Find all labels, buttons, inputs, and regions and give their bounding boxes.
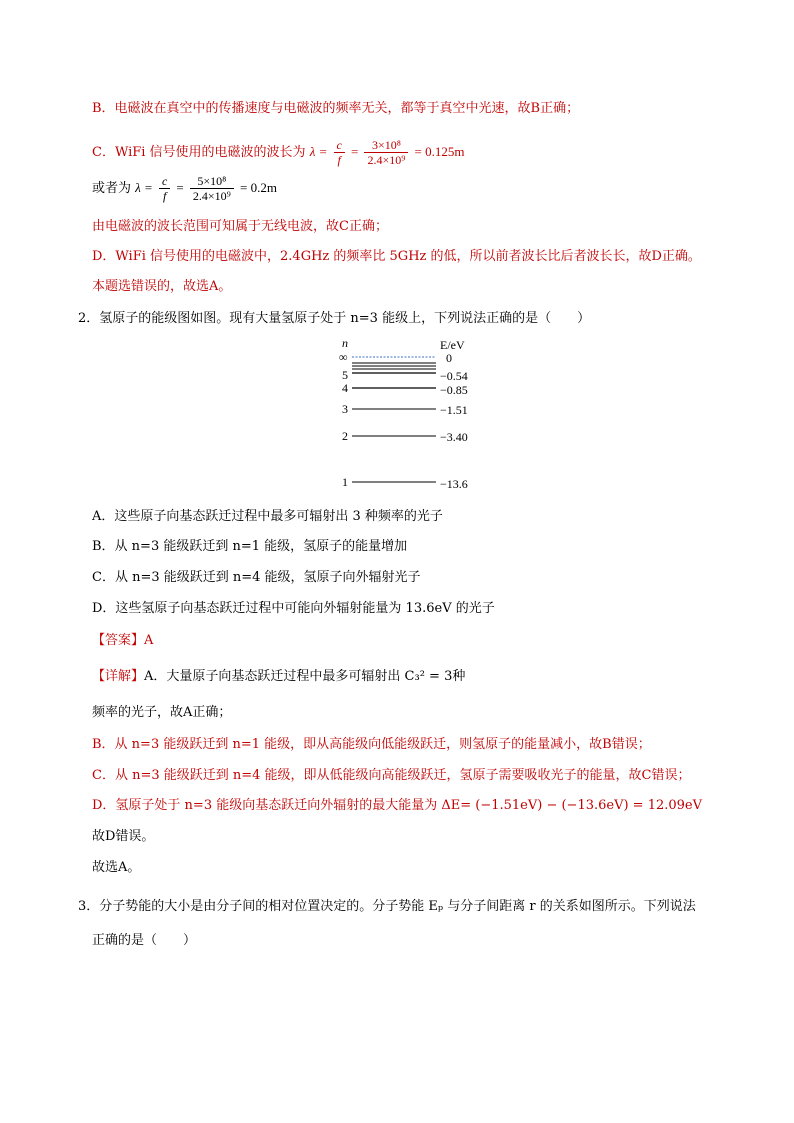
q1-c-lambda: λ = xyxy=(309,144,328,159)
energy-level-diagram xyxy=(330,335,490,495)
q2-option-b: B．从 n=3 能级跃迁到 n=1 能级，氢原子的能量增加 xyxy=(92,539,408,554)
q2-option-a: A．这些原子向基态跃迁过程中最多可辐射出 3 种频率的光子 xyxy=(92,509,443,524)
q1-c-fraction-c-over-f xyxy=(334,138,345,167)
detail-tag: 【详解】 xyxy=(92,669,145,684)
q2-detail-a-continued: 频率的光子，故A正确； xyxy=(92,705,232,720)
q2-conclusion: 故选A。 xyxy=(92,860,141,875)
level-n-inf: ∞ xyxy=(339,350,348,364)
q1-or-lambda: λ = xyxy=(135,180,153,195)
q1-option-b-explanation: B．电磁波在真空中的传播速度与电磁波的频率无关，都等于真空中光速，故B正确； xyxy=(92,101,580,116)
level-n-1: 1 xyxy=(342,475,348,489)
level-e-2: −3.40 xyxy=(440,430,468,444)
q1-c-frac2-num: 3×10⁸ xyxy=(364,138,408,153)
q2-detail-d-continued: 故D错误。 xyxy=(92,829,155,844)
level-n-5: 5 xyxy=(342,368,348,382)
level-e-4: −0.85 xyxy=(440,383,468,397)
q3-stem-line1: 3．分子势能的大小是由分子间的相对位置决定的。分子势能 Eₚ 与分子间距离 r 的关系如图所示。下列说法 xyxy=(78,899,696,914)
q1-or-prefix: 或者为 xyxy=(92,181,132,196)
q1-c-fraction-values xyxy=(364,138,408,167)
level-n-3: 3 xyxy=(342,402,348,416)
level-e-inf: 0 xyxy=(446,351,452,365)
q2-stem: 2．氢原子的能级图如图。现有大量氢原子处于 n=3 能级上，下列说法正确的是（ ） xyxy=(78,311,591,326)
q1-c-frac2-den: 2.4×10⁹ xyxy=(367,153,406,167)
q1-alternative-formula xyxy=(92,168,277,208)
q1-or-fraction-values xyxy=(190,174,234,203)
q1-c-prefix: C．WiFi 信号使用的电磁波的波长为 xyxy=(92,145,306,160)
q2-detail-b: B．从 n=3 能级跃迁到 n=1 能级，即从高能级向低能级跃迁，则氢原子的能量减小，故B错误； xyxy=(92,737,651,752)
e-axis-label: E/eV xyxy=(440,338,465,352)
q1-or-result: = 0.2m xyxy=(240,180,277,195)
n-axis-label: n xyxy=(342,336,348,350)
q1-option-c-formula xyxy=(92,132,465,172)
detail-a-text: A．大量原子向基态跃迁过程中最多可辐射出 C₃² = 3种 xyxy=(144,669,466,684)
q1-or-frac1-den: f xyxy=(162,189,167,203)
answer-value: A xyxy=(144,633,154,648)
q3-stem-line2: 正确的是（ ） xyxy=(92,933,197,948)
q2-detail-a xyxy=(92,668,465,686)
q1-c-frac1-den: f xyxy=(337,153,341,167)
q2-answer xyxy=(92,632,153,650)
q1-or-frac1-num: c xyxy=(159,174,170,189)
level-n-2: 2 xyxy=(342,429,348,443)
q2-detail-c: C．从 n=3 能级跃迁到 n=4 能级，即从低能级向高能级跃迁，氢原子需要吸收光子的能量，故C错误； xyxy=(92,768,691,783)
answer-tag: 【答案】 xyxy=(92,633,145,648)
q1-c-frac1-num: c xyxy=(334,138,345,153)
q1-conclusion: 本题选错误的，故选A。 xyxy=(92,279,232,294)
q1-or-fraction-c-over-f xyxy=(159,174,170,203)
level-e-1: −13.6 xyxy=(440,477,468,491)
q1-or-frac2-den: 2.4×10⁹ xyxy=(192,189,231,203)
q1-c-eq: = xyxy=(350,144,359,159)
level-e-5: −0.54 xyxy=(440,369,468,383)
level-e-3: −1.51 xyxy=(440,403,468,417)
q1-or-frac2-num: 5×10⁸ xyxy=(190,174,234,189)
q1-or-eq: = xyxy=(176,180,184,195)
q2-option-d: D．这些氢原子向基态跃迁过程中可能向外辐射能量为 13.6eV 的光子 xyxy=(92,601,495,616)
q1-c-result: = 0.125m xyxy=(414,144,465,159)
q1-option-d-explanation: D．WiFi 信号使用的电磁波中，2.4GHz 的频率比 5GHz 的低，所以前者波长比后者波长长，故D正确。 xyxy=(92,249,701,264)
q2-detail-d: D．氢原子处于 n=3 能级向基态跃迁向外辐射的最大能量为 ΔE= (−1.51eV) − (−13.6eV) = 12.09eV xyxy=(92,798,702,813)
q1-range-explanation: 由电磁波的波长范围可知属于无线电波，故C正确； xyxy=(92,219,388,234)
level-n-4: 4 xyxy=(342,381,348,395)
q2-option-c: C．从 n=3 能级跃迁到 n=4 能级，氢原子向外辐射光子 xyxy=(92,570,421,585)
